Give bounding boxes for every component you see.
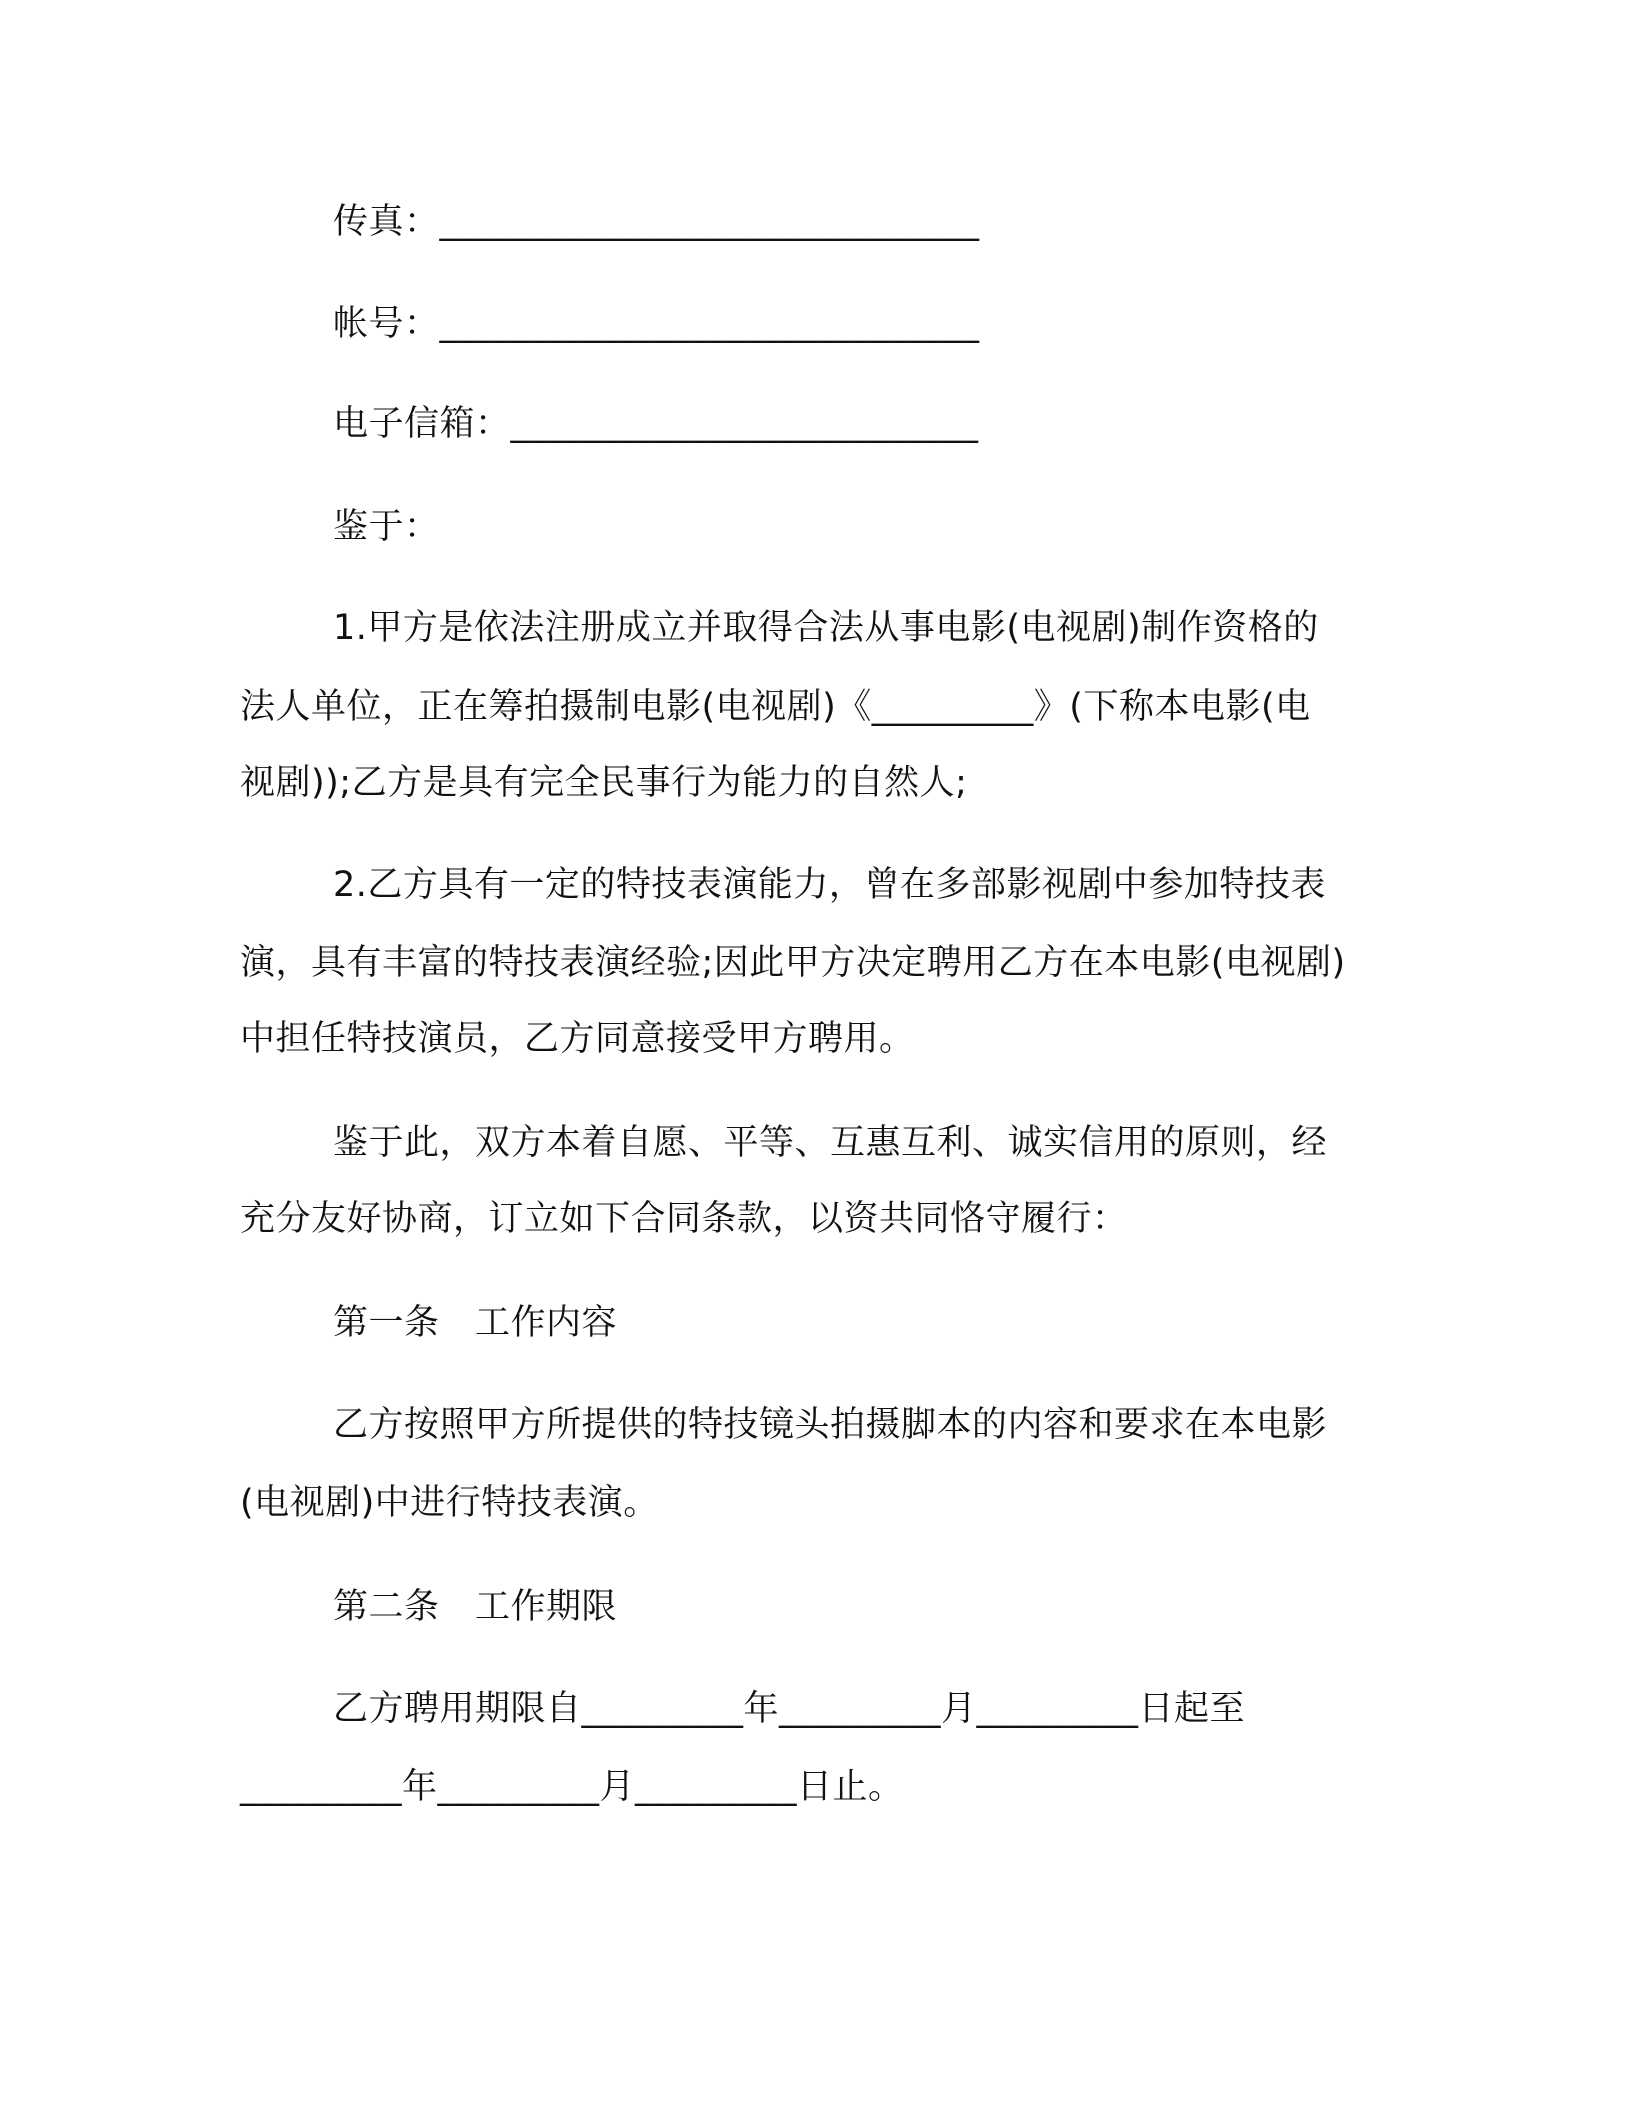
paragraph-line: (电视剧)中进行特技表演。: [240, 1483, 659, 1523]
email-label: 电子信箱：: [333, 404, 511, 444]
paragraph-line: 演，具有丰富的特技表演经验;因此甲方决定聘用乙方在本电影(电视剧): [240, 943, 1346, 983]
paragraph-line: 法人单位，正在筹拍摄制电影(电视剧)《_________》(下称本电影(电: [240, 687, 1311, 727]
account-label: 帐号：: [333, 304, 440, 344]
paragraph-line: _________年_________月_________日止。: [240, 1767, 904, 1807]
paragraph-line: 鉴于此，双方本着自愿、平等、互惠互利、诚实信用的原则，经: [333, 1123, 1328, 1163]
fax-field: [333, 200, 980, 244]
email-blank: __________________________: [510, 404, 979, 444]
paragraph-line: 2.乙方具有一定的特技表演能力，曾在多部影视剧中参加特技表: [333, 865, 1326, 905]
paragraph-line: 乙方按照甲方所提供的特技镜头拍摄脚本的内容和要求在本电影: [333, 1405, 1328, 1445]
paragraph-line: 1.甲方是依法注册成立并取得合法从事电影(电视剧)制作资格的: [333, 608, 1319, 648]
paragraph-line: 中担任特技演员，乙方同意接受甲方聘用。: [240, 1019, 915, 1059]
account-blank: ______________________________: [439, 304, 980, 344]
fax-label: 传真：: [333, 202, 440, 242]
paragraph-line: 视剧));乙方是具有完全民事行为能力的自然人;: [240, 763, 968, 803]
paragraph-line: 乙方聘用期限自_________年_________月_________日起至: [333, 1689, 1246, 1729]
account-field: [333, 302, 980, 346]
article-1-heading: 第一条 工作内容: [333, 1303, 618, 1343]
article-2-heading: 第二条 工作期限: [333, 1587, 618, 1627]
paragraph-line: 充分友好协商，订立如下合同条款，以资共同恪守履行：: [240, 1199, 1128, 1239]
fax-blank: ______________________________: [439, 202, 980, 242]
email-field: [333, 402, 979, 446]
whereas-heading: 鉴于：: [333, 507, 440, 547]
